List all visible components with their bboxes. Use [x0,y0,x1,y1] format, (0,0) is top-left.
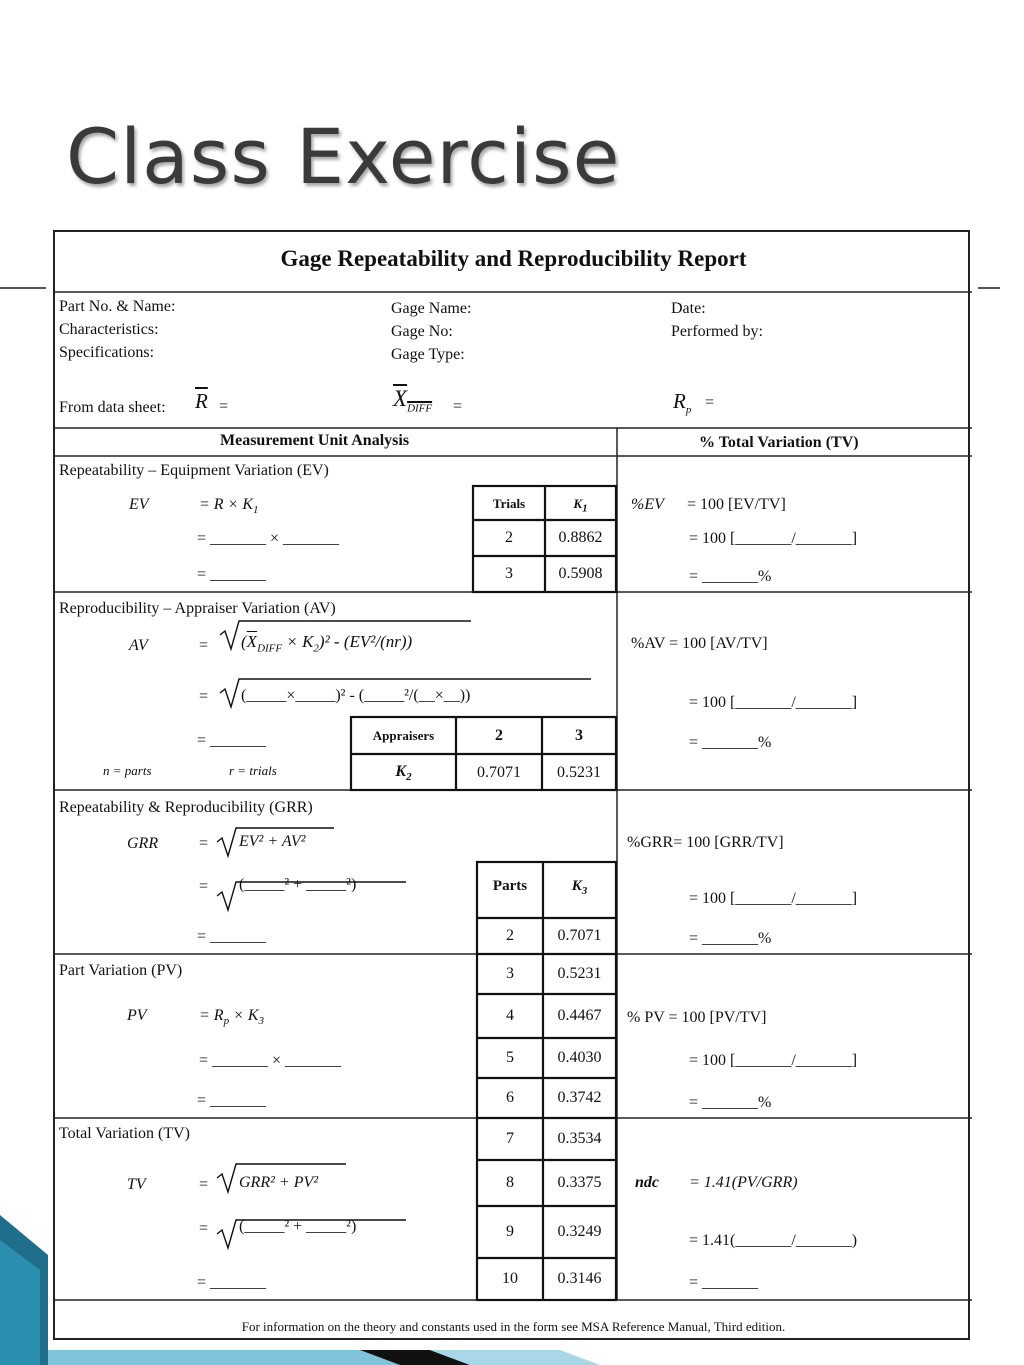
k3-row-value: 0.5231 [557,965,602,982]
k2-value-3: 0.5231 [557,764,601,781]
grr-formula: EV² + AV² [239,833,306,850]
gage-rr-report-form [53,230,970,1340]
av-formula: $(\overline{X}_{DIFF} \times K_2)^2 - (EV^2/(nr))$ [241,632,413,655]
k3-row-value: 0.3534 [557,1130,602,1147]
grr-blank-line: (_____² + _____²) [239,876,357,893]
title-rule-left [0,287,46,289]
k1-row-value: 0.8862 [558,529,603,546]
grr-result-line: = _______ [197,928,267,945]
av-blank-line: (_____×_____)² - (_____²/(__×__)) [241,687,471,704]
tv-blank-line: (_____² + _____²) [239,1218,357,1235]
k1-header-k: $K_1$ [573,496,588,515]
total-variation-pct-heading: % Total Variation (TV) [699,434,859,451]
pct-av-blank: = 100 [_______/_______] [689,694,858,711]
x-diff-symbol: $X_{DIFF}$ [393,386,433,415]
form-footer-note: For information on the theory and constants used in the form see MSA Reference Manual, Third edition. [241,1319,786,1334]
n-parts-note: n = parts [103,763,152,778]
pv-heading: Part Variation (PV) [59,962,183,979]
av-lhs: AV [129,637,148,654]
k3-row-parts: 8 [506,1174,514,1191]
date-label: Date: [671,300,706,317]
k3-header-k: $K_3$ [571,878,588,897]
k2-header-3: 3 [575,727,583,744]
rp-equals: = [705,394,715,411]
grr-lhs: GRR [127,835,159,852]
pv-blank-line: = _______ × _______ [199,1052,342,1069]
tv-lhs: TV [127,1176,146,1193]
k3-row-parts: 9 [506,1223,514,1240]
pct-ev-result: = _______% [689,568,772,585]
k3-row-value: 0.7071 [557,927,602,944]
k3-row-parts: 10 [502,1270,518,1287]
measurement-unit-analysis-heading: Measurement Unit Analysis [220,432,410,449]
k2-header-2: 2 [495,727,503,744]
pct-ev-label: %EV [631,496,664,513]
k1-row-trials: 3 [505,565,513,582]
pct-pv-blank: = 100 [_______/_______] [689,1052,858,1069]
k3-row-parts: 2 [506,927,514,944]
k3-row-parts: 6 [506,1089,514,1106]
ev-formula: = $R \times K_1$ [199,496,259,517]
av-result-line: = _______ [197,732,267,749]
grr-formula-eq: = [199,835,209,852]
r-trials-note: r = trials [229,763,277,778]
k2-header-appraisers: Appraisers [372,728,435,743]
ndc-result: = _______ [689,1274,759,1291]
pv-result-line: = _______ [197,1092,267,1109]
pct-grr-blank: = 100 [_______/_______] [689,890,858,907]
title-rule-right [978,287,1000,289]
gage-type-label: Gage Type: [391,346,465,363]
gage-name-label: Gage Name: [391,300,472,317]
ev-heading: Repeatability – Equipment Variation (EV) [59,462,329,479]
av-formula-eq: = [199,637,209,654]
tv-blank-eq: = [199,1220,209,1237]
grr-heading: Repeatability & Reproducibility (GRR) [59,799,313,816]
r-double-bar-symbol: $\overline{R}$ [195,389,208,413]
rbar-equals: = [219,398,229,415]
k3-header-parts: Parts [492,878,528,894]
ndc-formula: = 1.41(PV/GRR) [689,1174,798,1191]
tv-result-line: = _______ [197,1274,267,1291]
pct-pv-result: = _______% [689,1094,772,1111]
k3-row-parts: 3 [506,965,514,982]
k2-row-label: $K_2$ [395,763,412,784]
k3-row-value: 0.3146 [557,1270,602,1287]
k3-row-value: 0.4467 [557,1007,602,1024]
xdiff-equals: = [453,398,463,415]
characteristics-label: Characteristics: [59,321,159,338]
k3-row-value: 0.3742 [557,1089,602,1106]
k3-row-value: 0.3249 [557,1223,602,1240]
tv-formula-eq: = [199,1176,209,1193]
performed-by-label: Performed by: [671,323,763,340]
tv-heading: Total Variation (TV) [59,1125,190,1142]
av-heading: Reproducibility – Appraiser Variation (AV) [59,600,336,617]
k2-value-2: 0.7071 [477,764,521,781]
gage-no-label: Gage No: [391,323,453,340]
k1-row-value: 0.5908 [558,565,603,582]
pct-ev-blank: = 100 [_______/_______] [689,530,858,547]
pv-lhs: PV [127,1007,147,1024]
pct-grr-result: = _______% [689,930,772,947]
pct-av-result: = _______% [689,734,772,751]
k3-row-parts: 5 [506,1049,514,1066]
k3-row-value: 0.4030 [557,1049,602,1066]
grr-blank-eq: = [199,878,209,895]
ndc-label: ndc [635,1174,659,1191]
ev-lhs: EV [129,496,149,513]
k3-row-parts: 4 [506,1007,514,1024]
k1-row-trials: 2 [505,529,513,546]
pct-ev-formula: = 100 [EV/TV] [687,496,786,513]
k3-row-parts: 7 [506,1130,514,1147]
pv-formula: = $R_p \times K_3$ [199,1007,265,1028]
ev-blank-line: = _______ × _______ [197,530,340,547]
pct-pv-formula: % PV = 100 [PV/TV] [627,1009,767,1026]
pct-grr-formula: %GRR= 100 [GRR/TV] [627,834,784,851]
part-no-label: Part No. & Name: [59,298,176,315]
av-blank-line-eq: = [199,688,209,705]
pct-av-formula: %AV = 100 [AV/TV] [631,635,768,652]
tv-formula: GRR² + PV² [239,1174,319,1191]
rp-symbol: $R_p$ [673,389,692,417]
slide-title: Class Exercise [66,112,621,201]
from-data-sheet-label: From data sheet: [59,399,166,416]
ev-result-line: = _______ [197,566,267,583]
k1-header-trials: Trials [492,496,526,511]
report-title: Gage Repeatability and Reproducibility Report [280,246,747,271]
specifications-label: Specifications: [59,344,155,361]
ndc-blank: = 1.41(_______/_______) [689,1232,858,1249]
k3-row-value: 0.3375 [557,1174,602,1191]
